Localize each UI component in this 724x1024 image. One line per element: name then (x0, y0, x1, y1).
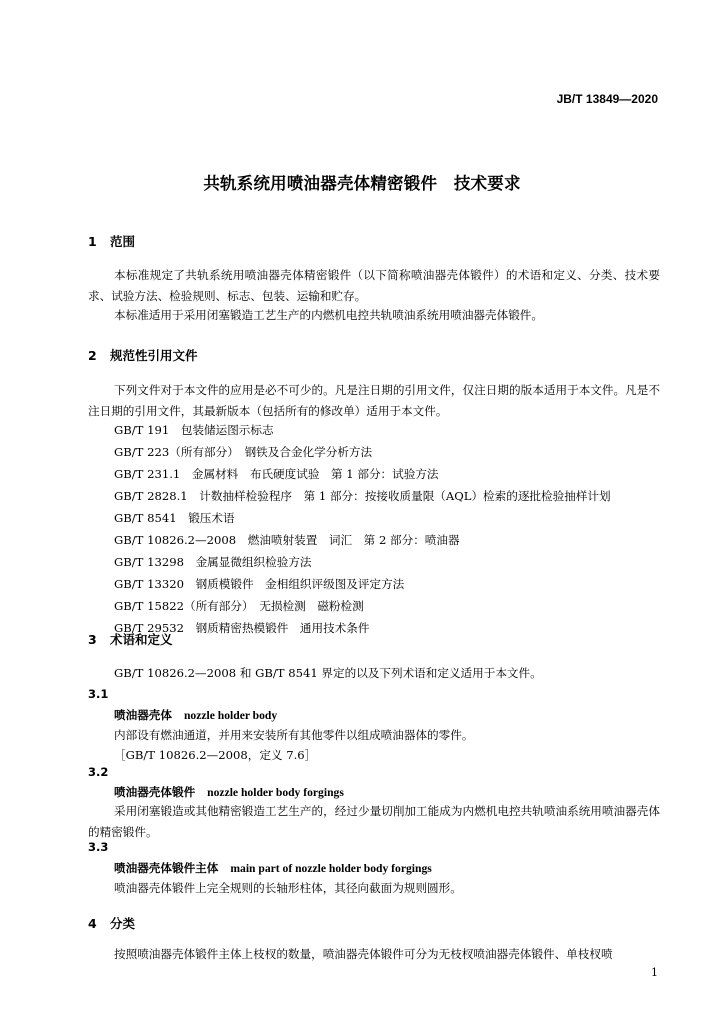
section-2-paragraph-1: 下列文件对于本文件的应用是必不可少的。凡是注日期的引用文件，仅注日期的版本适用于本文件。凡是不注日期的引用文件，其最新版本（包括所有的修改单）适用于本文件。 (88, 383, 660, 418)
term-source: ［GB/T 10826.2—2008，定义 7.6］ (114, 748, 317, 762)
section-1-heading (88, 232, 135, 250)
term-name-zh: 喷油器壳体锻件 (114, 785, 196, 799)
term-name (114, 707, 277, 723)
term-name (114, 784, 344, 800)
section-title: 术语和定义 (110, 632, 173, 647)
reference-item: GB/T 13298 金属显微组织检验方法 (114, 555, 312, 569)
term-number: 3.2 (88, 765, 109, 779)
reference-item: GB/T 223（所有部分） 钢铁及合金化学分析方法 (114, 445, 373, 459)
section-number: 3 (88, 632, 97, 647)
term-name-en: main part of nozzle holder body forgings (230, 862, 432, 875)
section-3-paragraph-1: GB/T 10826.2—2008 和 GB/T 8541 界定的以及下列术语和定义适用于本文件。 (114, 666, 542, 680)
reference-item: GB/T 191 包装储运图示标志 (114, 423, 274, 437)
section-4-paragraph-1: 按照喷油器壳体锻件主体上枝杈的数量，喷油器壳体锻件可分为无枝杈喷油器壳体锻件、单枝杈喷 (114, 947, 613, 961)
section-title: 分类 (110, 916, 136, 931)
term-definition: 采用闭塞锻造或其他精密锻造工艺生产的，经过少量切削加工能成为内燃机电控共轨喷油系统用喷油器壳体的精密锻件。 (88, 804, 660, 839)
term-name (114, 860, 432, 876)
page-number: 1 (651, 966, 658, 979)
term-number: 3.1 (88, 687, 109, 701)
section-1-paragraph-1: 本标准规定了共轨系统用喷油器壳体精密锻件（以下简称喷油器壳体锻件）的术语和定义、分类、技术要求、试验方法、检验规则、标志、包装、运输和贮存。 (88, 268, 660, 303)
term-definition: 喷油器壳体锻件上完全规则的长轴形柱体，其径向截面为规则圆形。 (114, 881, 462, 895)
section-title: 范围 (110, 234, 136, 249)
section-number: 2 (88, 348, 97, 363)
section-1-paragraph-2: 本标准适用于采用闭塞锻造工艺生产的内燃机电控共轨喷油系统用喷油器壳体锻件。 (114, 308, 543, 322)
section-number: 4 (88, 916, 97, 931)
reference-item: GB/T 15822（所有部分） 无损检测 磁粉检测 (114, 599, 364, 613)
term-name-zh: 喷油器壳体锻件主体 (114, 861, 219, 875)
reference-item: GB/T 8541 锻压术语 (114, 511, 235, 525)
term-name-zh: 喷油器壳体 (114, 708, 172, 722)
standard-code: JB/T 13849—2020 (556, 92, 658, 106)
term-number: 3.3 (88, 840, 109, 854)
reference-item: GB/T 13320 钢质模锻件 金相组织评级图及评定方法 (114, 577, 405, 591)
term-name-en: nozzle holder body forgings (207, 786, 344, 799)
section-title: 规范性引用文件 (110, 348, 198, 363)
section-3-heading (88, 630, 173, 648)
section-2-heading (88, 346, 198, 364)
reference-item: GB/T 10826.2—2008 燃油喷射装置 词汇 第 2 部分：喷油器 (114, 533, 460, 547)
section-4-heading (88, 914, 135, 932)
reference-item: GB/T 2828.1 计数抽样检验程序 第 1 部分：按接收质量限（AQL）检索的逐批检验抽样计划 (114, 489, 611, 503)
term-definition: 内部设有燃油通道，并用来安装所有其他零件以组成喷油器体的零件。 (114, 728, 474, 742)
term-name-en: nozzle holder body (183, 709, 278, 722)
document-title: 共轨系统用喷油器壳体精密锻件 技术要求 (203, 174, 521, 193)
reference-item: GB/T 231.1 金属材料 布氏硬度试验 第 1 部分：试验方法 (114, 467, 439, 481)
section-number: 1 (88, 234, 97, 249)
reference-item: GB/T 29532 钢质精密热模锻件 通用技术条件 (114, 621, 370, 635)
